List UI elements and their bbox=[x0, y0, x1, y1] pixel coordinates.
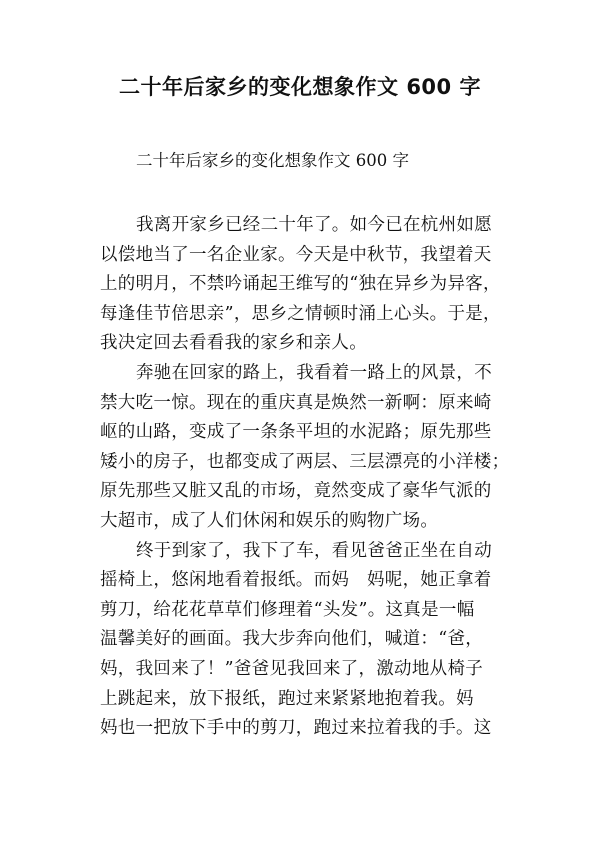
document-title: 二十年后家乡的变化想象作文 600 字 bbox=[119, 75, 481, 99]
paragraph-line: 大超市，成了人们休闲和娱乐的购物广场。 bbox=[100, 510, 439, 531]
paragraph-line: 我离开家乡已经二十年了。如今已在杭州如愿 bbox=[136, 215, 492, 235]
paragraph-line: 奔驰在回家的路上，我看着一路上的风景，不 bbox=[136, 362, 492, 383]
paragraph-line: 上的明月，不禁吟诵起王维写的“独在异乡为异客， bbox=[100, 274, 501, 295]
paragraph-line: 每逢佳节倍思亲”，思乡之情顿时涌上心头。于是， bbox=[100, 303, 501, 324]
essay-body bbox=[100, 211, 520, 744]
paragraph-line: 矮小的房子，也都变成了两层、三层漂亮的小洋楼； bbox=[100, 451, 510, 472]
paragraph-line: 禁大吃一惊。现在的重庆真是焕然一新啊：原来崎 bbox=[100, 392, 492, 413]
paragraph-line: 岖的山路，变成了一条条平坦的水泥路；原先那些 bbox=[100, 422, 492, 443]
paragraph-line: 上跳起来，放下报纸，跑过来紧紧地抱着我。妈 bbox=[100, 688, 474, 709]
document-subtitle: 二十年后家乡的变化想象作文 600 字 bbox=[136, 151, 409, 170]
paragraph-line: 终于到家了，我下了车，看见爸爸正坐在自动 bbox=[136, 540, 492, 561]
paragraph-line: 温馨美好的画面。我大步奔向他们，喊道：“爸， bbox=[100, 629, 484, 650]
paragraph-line: 摇椅上，悠闲地看着报纸。而妈 妈呢，她正拿着 bbox=[100, 570, 492, 591]
paragraph-line: 我决定回去看看我的家乡和亲人。 bbox=[100, 333, 367, 354]
paragraph-line: 原先那些又脏又乱的市场，竟然变成了豪华气派的 bbox=[100, 481, 492, 502]
paragraph-line: 妈也一把放下手中的剪刀，跑过来拉着我的手。这 bbox=[100, 718, 492, 739]
paragraph-line: 妈，我回来了！”爸爸见我回来了，激动地从椅子 bbox=[100, 658, 484, 679]
paragraph-line: 以偿地当了一名企业家。今天是中秋节，我望着天 bbox=[100, 244, 492, 265]
paragraph-line: 剪刀，给花花草草们修理着“头发”。这真是一幅 bbox=[100, 599, 475, 620]
